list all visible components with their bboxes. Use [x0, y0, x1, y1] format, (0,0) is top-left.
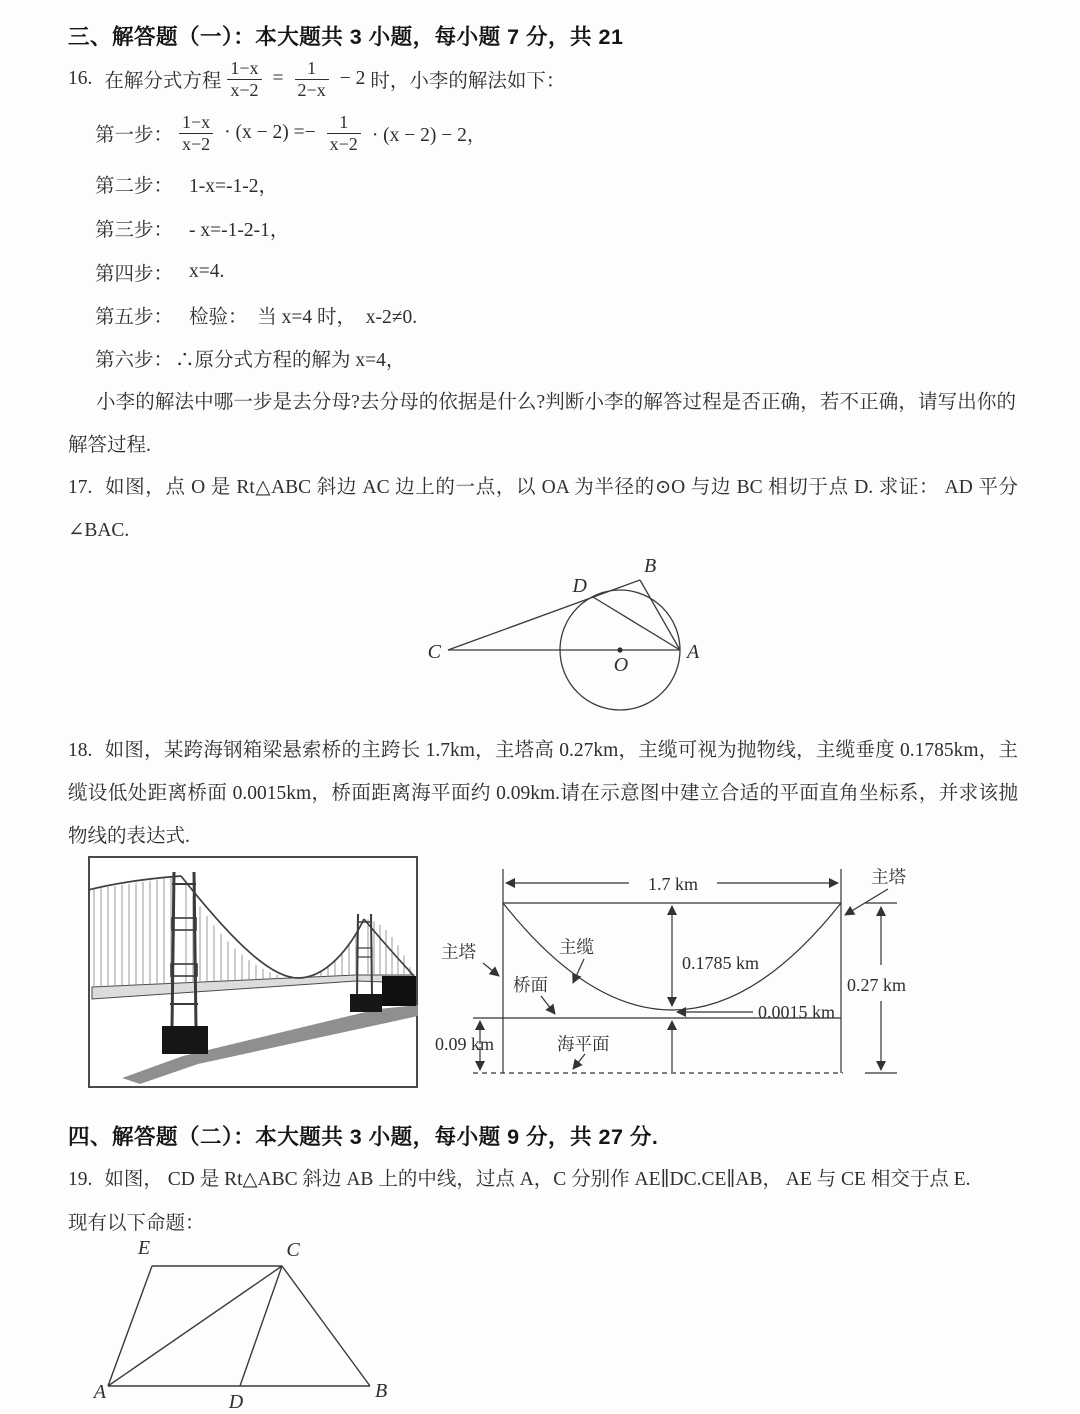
step-label: 第一步： [95, 125, 174, 147]
tower-right-label: 主塔 [871, 867, 906, 887]
step-text: ∴原分式方程的解为 x=4， [175, 350, 406, 371]
tower-height-label: 0.27 km [847, 975, 907, 995]
fraction [227, 58, 261, 100]
fraction [179, 112, 213, 154]
solution-step-1 [95, 112, 491, 154]
label-O: O [613, 654, 629, 676]
span-length-label: 1.7 km [647, 874, 699, 894]
problem16-lead-text: 在解分式方程 [104, 71, 222, 92]
minus-term: − 2 [339, 68, 366, 89]
figure-problem19-triangle [80, 1238, 492, 1414]
figure-problem17-circle [395, 548, 785, 733]
problem18-text [68, 729, 1018, 858]
equals-sign: = [272, 68, 284, 89]
step1-middle: · (x − 2) =− [224, 122, 316, 144]
solution-step-5 [95, 301, 417, 329]
problem17-body: 如图，点 O 是 Rt△ABC 斜边 AC 边上的一点，以 OA 为半径的⊙O 与边 BC 相切于点 D. 求证： AD 平分∠BAC. [68, 477, 1018, 541]
line-CB [282, 1266, 370, 1386]
fraction-denominator: 2−x [295, 79, 329, 101]
fraction-denominator: x−2 [179, 133, 213, 155]
low-clearance-label: 0.0015 km [758, 1002, 836, 1022]
step-text: 检验： 当 x=4 时， x-2≠0. [189, 307, 418, 328]
step-label: 第三步： [95, 220, 174, 241]
left-tower-base [162, 1026, 208, 1054]
label-C: C [286, 1239, 300, 1261]
step-text: x=4. [189, 261, 225, 282]
step-label: 第四步： [95, 264, 174, 285]
label-A: A [93, 1381, 106, 1403]
section3-title: 三、解答题（一）：本大题共 3 小题，每小题 7 分，共 21 [68, 25, 624, 49]
solution-step-2 [95, 170, 278, 198]
sea-level-label: 海平面 [557, 1034, 610, 1054]
right-abutment [382, 976, 416, 1006]
label-C: C [427, 641, 441, 663]
step-text: - x=-1-2-1， [189, 220, 290, 241]
bridge-schematic [433, 853, 1063, 1095]
line-BA [640, 580, 680, 650]
fraction-numerator: 1 [307, 57, 317, 78]
tower-left-label: 主塔 [441, 942, 476, 962]
bridge-photo [88, 856, 418, 1088]
fraction-numerator: 1−x [182, 112, 211, 132]
fraction [295, 58, 329, 100]
line-CB [448, 580, 640, 650]
line-DA [593, 597, 680, 650]
fraction-numerator: 1−x [230, 57, 259, 78]
solution-step-3 [95, 214, 289, 242]
problem16-question: 小李的解法中哪一步是去分母?去分母的依据是什么?判断小李的解答过程是否正确，若不正确，请写出你的解答过程. [68, 392, 1016, 456]
problem16-tail-text: 时，小李的解法如下： [370, 71, 566, 92]
problem19-text [68, 1158, 1028, 1201]
center-point-O [617, 647, 622, 652]
figure19-lines [108, 1266, 370, 1386]
line-AE [108, 1266, 152, 1386]
label-B: B [375, 1380, 388, 1402]
line-AC [108, 1266, 282, 1386]
step-label: 第五步： [95, 307, 174, 328]
step-label: 第六步： [95, 350, 174, 371]
problem18-body: 如图，某跨海钢箱梁悬索桥的主跨长 1.7km，主塔高 0.27km，主缆可视为抛物线，主缆垂度 0.1785km，主缆设低处距离桥面 0.0015km，桥面距离海平面约 0.09km.请在示意图中建立合适的平面直角坐标系，并求该抛物线的表达式. [68, 740, 1018, 847]
problem17-number: 17. [68, 477, 93, 498]
fraction-numerator: 1 [339, 112, 349, 132]
problem16-number: 16. [68, 68, 93, 89]
fraction-denominator: x−2 [227, 79, 261, 101]
section4-title: 四、解答题（二）：本大题共 3 小题，每小题 9 分，共 27 分. [68, 1125, 659, 1149]
fraction [327, 112, 361, 154]
cable-label: 主缆 [559, 937, 594, 957]
right-tower-base [350, 994, 382, 1012]
problem17-text [68, 466, 1018, 552]
tower-left-pointer [483, 963, 499, 976]
figure17-lines [448, 580, 680, 710]
problem19-number: 19. [68, 1169, 93, 1190]
problem19-text2: 现有以下命题： [68, 1213, 205, 1234]
deck-label: 桥面 [513, 975, 548, 995]
solution-step-4 [95, 258, 224, 286]
problem19-body: 如图， CD 是 Rt△ABC 斜边 AB 上的中线，过点 A，C 分别作 AE∥DC.CE∥AB， AE 与 CE 相交于点 E. [104, 1169, 971, 1190]
step-text: 1-x=-1-2， [189, 176, 278, 197]
label-B: B [644, 555, 657, 577]
deck-height-label: 0.09 km [435, 1034, 495, 1054]
step1-end: · (x − 2) − 2， [371, 125, 487, 147]
step-label: 第二步： [95, 176, 174, 197]
deck-pointer [541, 996, 555, 1014]
sag-label: 0.1785 km [682, 953, 760, 973]
label-D: D [572, 575, 587, 597]
fraction-denominator: x−2 [327, 133, 361, 155]
line-DC [240, 1266, 282, 1386]
problem18-number: 18. [68, 740, 93, 761]
label-D: D [228, 1391, 244, 1413]
label-A: A [687, 641, 700, 663]
solution-step-6 [95, 344, 405, 372]
problem16-lead [68, 56, 565, 102]
label-E: E [137, 1238, 151, 1259]
sea-pointer [573, 1054, 585, 1069]
